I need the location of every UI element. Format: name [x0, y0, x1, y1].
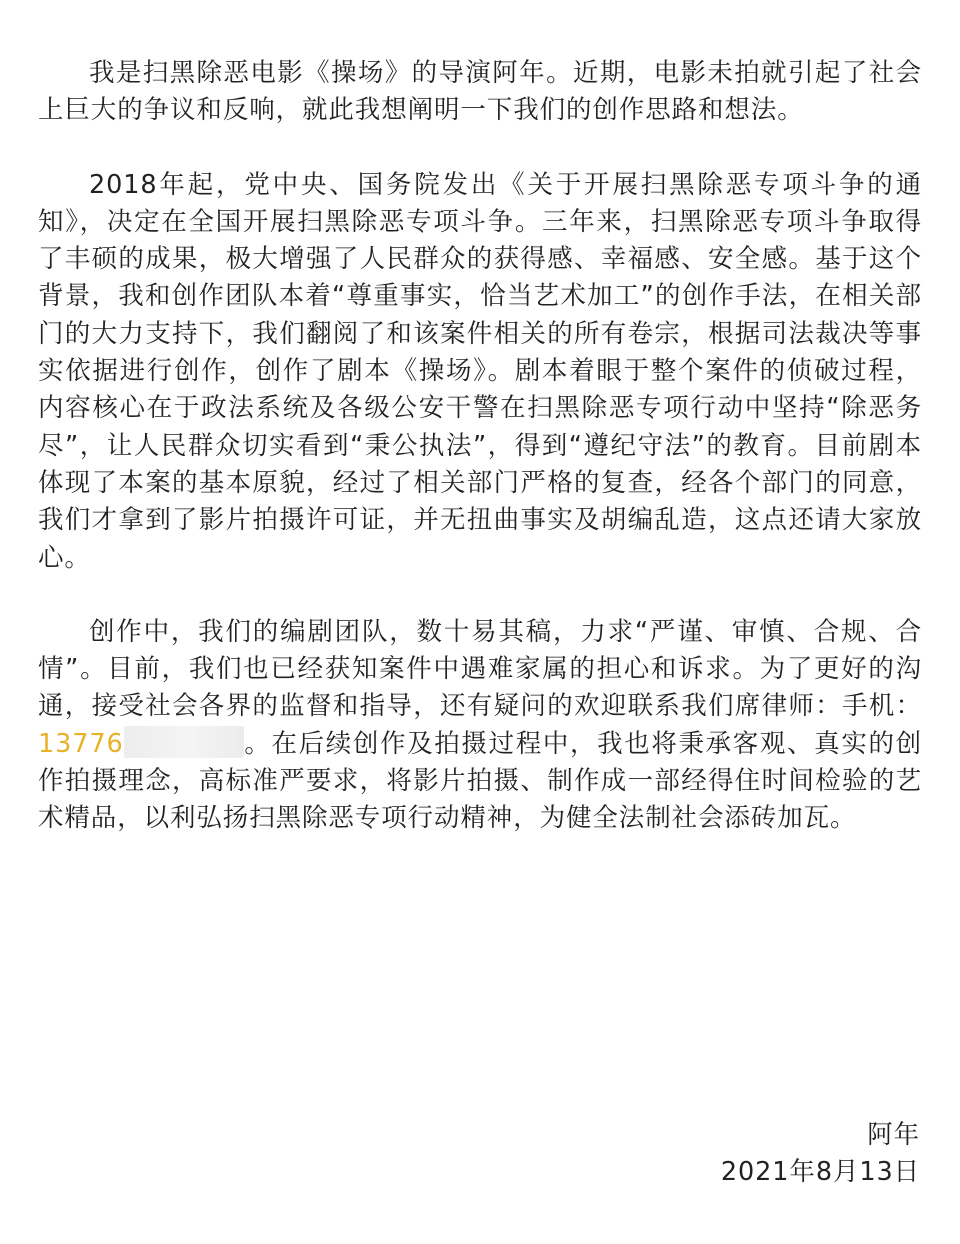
- statement-body: [38, 55, 922, 838]
- contact-text-before-phone: 创作中，我们的编剧团队，数十易其稿，力求“严谨、审慎、合规、合情”。目前，我们也已经获知案件中遇难家属的担心和诉求。为了更好的沟通，接受社会各界的监督和指导，还有疑问的欢迎联系我们席律师：手机：: [38, 616, 922, 722]
- paragraph-background: 2018年起，党中央、国务院发出《关于开展扫黑除恶专项斗争的通知》，决定在全国开展扫黑除恶专项斗争。三年来，扫黑除恶专项斗争取得了丰硕的成果，极大增强了人民群众的获得感、幸福感、安全感。基于这个背景，我和创作团队本着“尊重事实，恰当艺术加工”的创作手法，在相关部门的大力支持下，我们翻阅了和该案件相关的所有卷宗，根据司法裁决等事实依据进行创作，创作了剧本《操场》。剧本着眼于整个案件的侦破过程，内容核心在于政法系统及各级公安干警在扫黑除恶专项行动中坚持“除恶务尽”，让人民群众切实看到“秉公执法”，得到“遵纪守法”的教育。目前剧本体现了本案的基本原貌，经过了相关部门严格的复查，经各个部门的同意，我们才拿到了影片拍摄许可证，并无扭曲事实及胡编乱造，这点还请大家放心。: [38, 169, 922, 573]
- signature-date: 2021年8月13日: [720, 1157, 920, 1188]
- phone-number-partial: 13776: [38, 728, 124, 759]
- phone-redaction-blur: [124, 726, 244, 758]
- contact-text-after-phone: 。在后续创作及拍摄过程中，我也将秉承客观、真实的创作拍摄理念，高标准严要求，将影片拍摄、制作成一部经得住时间检验的艺术精品，以利弘扬扫黑除恶专项行动精神，为健全法制社会添砖加瓦。: [38, 728, 922, 834]
- signature-block: [721, 1117, 920, 1192]
- signature-name: 阿年: [867, 1120, 920, 1150]
- paragraph-intro: 我是扫黑除恶电影《操场》的导演阿年。近期，电影未拍就引起了社会上巨大的争议和反响，就此我想阐明一下我们的创作思路和想法。: [38, 58, 922, 126]
- paragraph-contact: [38, 614, 922, 838]
